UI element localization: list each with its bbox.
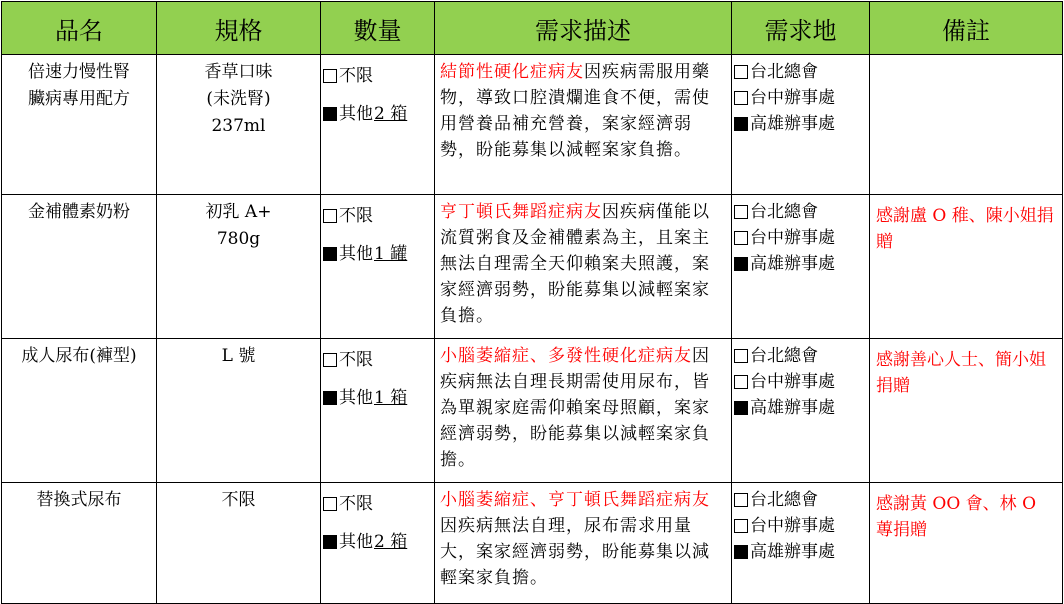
checkbox-unchecked-icon[interactable] <box>734 65 748 79</box>
checkbox-unchecked-icon[interactable] <box>323 353 337 367</box>
location-option[interactable] <box>734 539 869 565</box>
description-text: 因疾病需服用藥物，導致口腔潰爛進食不便，需使用營養品補充營養，案家經濟弱勢，盼能募集以減輕案家負擔。 <box>440 62 710 160</box>
qty-other-label: 其他 <box>339 244 373 264</box>
header-spec: 規格 <box>157 2 321 55</box>
description-cell <box>435 195 732 339</box>
location-label: 台北總會 <box>750 202 818 222</box>
checkbox-unchecked-icon[interactable] <box>734 493 748 507</box>
description-cell <box>435 55 732 195</box>
patient-condition: 結節性硬化症病友 <box>440 62 584 82</box>
checkbox-unchecked-icon[interactable] <box>323 497 337 511</box>
spec-line: 初乳 A+ <box>205 202 272 222</box>
spec-line: 香草口味 <box>204 62 273 82</box>
quantity-cell <box>321 195 435 339</box>
item-name-line: 臟病專用配方 <box>28 89 130 109</box>
checkbox-unchecked-icon[interactable] <box>734 519 748 533</box>
item-name-line: 倍速力慢性腎 <box>28 62 130 82</box>
table-row <box>2 339 1063 483</box>
item-name-cell <box>2 483 157 604</box>
spec-cell <box>157 55 321 195</box>
quantity-cell <box>321 483 435 604</box>
item-name-line: 成人尿布(褲型) <box>21 346 137 366</box>
location-option[interactable] <box>734 199 869 225</box>
location-cell <box>732 55 870 195</box>
checkbox-checked-icon[interactable] <box>734 401 748 415</box>
header-qty: 數量 <box>321 2 435 55</box>
location-option[interactable] <box>734 369 869 395</box>
qty-unlimited-option[interactable] <box>323 491 434 529</box>
location-option[interactable] <box>734 343 869 369</box>
needs-table <box>1 1 1063 604</box>
description-text: 因疾病僅能以流質粥食及金補體素為主，且案主無法自理需全天仰賴案夫照護，案家經濟弱勢，盼能募集以減輕案家負擔。 <box>440 202 710 326</box>
header-name: 品名 <box>2 2 157 55</box>
patient-condition: 小腦萎縮症、多發性硬化症病友 <box>440 346 692 366</box>
location-label: 高雄辦事處 <box>750 114 835 134</box>
location-option[interactable] <box>734 59 869 85</box>
qty-other-label: 其他 <box>339 532 373 552</box>
location-label: 高雄辦事處 <box>750 398 835 418</box>
qty-other-option[interactable] <box>323 529 434 567</box>
header-note: 備註 <box>870 2 1063 55</box>
qty-other-option[interactable] <box>323 385 434 423</box>
spec-line: 237ml <box>211 116 266 136</box>
location-option[interactable] <box>734 487 869 513</box>
qty-unlimited-option[interactable] <box>323 203 434 241</box>
checkbox-checked-icon[interactable] <box>734 117 748 131</box>
spec-cell <box>157 195 321 339</box>
location-option[interactable] <box>734 513 869 539</box>
header-desc: 需求描述 <box>435 2 732 55</box>
checkbox-checked-icon[interactable] <box>323 247 337 261</box>
checkbox-unchecked-icon[interactable] <box>323 209 337 223</box>
location-label: 台中辦事處 <box>750 88 835 108</box>
table-row <box>2 55 1063 195</box>
item-name-cell <box>2 339 157 483</box>
qty-unlimited-label: 不限 <box>339 66 373 86</box>
checkbox-unchecked-icon[interactable] <box>323 69 337 83</box>
location-label: 台中辦事處 <box>750 372 835 392</box>
checkbox-unchecked-icon[interactable] <box>734 205 748 219</box>
item-name-line: 金補體素奶粉 <box>28 202 130 222</box>
location-cell <box>732 195 870 339</box>
spec-cell <box>157 483 321 604</box>
qty-other-label: 其他 <box>339 388 373 408</box>
description-cell <box>435 483 732 604</box>
location-cell <box>732 339 870 483</box>
qty-other-option[interactable] <box>323 101 434 139</box>
header-row <box>2 2 1063 55</box>
location-cell <box>732 483 870 604</box>
item-name-line: 替換式尿布 <box>36 490 122 510</box>
item-name-cell <box>2 55 157 195</box>
qty-unlimited-label: 不限 <box>339 350 373 370</box>
location-label: 高雄辦事處 <box>750 542 835 562</box>
spec-line: 不限 <box>221 490 256 510</box>
location-label: 台北總會 <box>750 346 818 366</box>
table-row <box>2 195 1063 339</box>
qty-unlimited-option[interactable] <box>323 63 434 101</box>
spec-line: (未洗腎) <box>206 89 271 109</box>
checkbox-unchecked-icon[interactable] <box>734 349 748 363</box>
location-option[interactable] <box>734 85 869 111</box>
spec-line: 780g <box>216 229 261 249</box>
checkbox-checked-icon[interactable] <box>323 107 337 121</box>
table-row <box>2 483 1063 604</box>
location-label: 台中辦事處 <box>750 516 835 536</box>
description-text: 因疾病無法自理，尿布需求用量大，案家經濟弱勢，盼能募集以減輕案家負擔。 <box>440 516 710 588</box>
qty-amount: 2 箱 <box>374 532 408 552</box>
note-cell <box>870 55 1063 195</box>
qty-unlimited-option[interactable] <box>323 347 434 385</box>
description-cell <box>435 339 732 483</box>
qty-amount: 2 箱 <box>374 104 408 124</box>
description-text: 因疾病無法自理長期需使用尿布，皆為單親家庭需仰賴案母照顧，案家經濟弱勢，盼能募集以減輕案家負擔。 <box>440 346 710 470</box>
note-cell: 感謝善心人士、簡小姐捐贈 <box>870 339 1063 483</box>
checkbox-checked-icon[interactable] <box>323 391 337 405</box>
patient-condition: 小腦萎縮症、亨丁頓氏舞蹈症病友 <box>440 490 710 510</box>
location-option[interactable] <box>734 395 869 421</box>
spec-cell <box>157 339 321 483</box>
quantity-cell <box>321 55 435 195</box>
qty-unlimited-label: 不限 <box>339 494 373 514</box>
qty-other-label: 其他 <box>339 104 373 124</box>
qty-amount: 1 箱 <box>374 388 408 408</box>
location-option[interactable] <box>734 111 869 137</box>
header-location: 需求地 <box>732 2 870 55</box>
location-label: 高雄辦事處 <box>750 254 835 274</box>
note-cell: 感謝黃 OO 會、林 O 蓴捐贈 <box>870 483 1063 604</box>
checkbox-unchecked-icon[interactable] <box>734 91 748 105</box>
location-label: 台北總會 <box>750 62 818 82</box>
checkbox-unchecked-icon[interactable] <box>734 375 748 389</box>
location-option[interactable] <box>734 251 869 277</box>
checkbox-unchecked-icon[interactable] <box>734 231 748 245</box>
note-cell: 感謝盧 O 稚、陳小姐捐贈 <box>870 195 1063 339</box>
checkbox-checked-icon[interactable] <box>734 257 748 271</box>
location-option[interactable] <box>734 225 869 251</box>
checkbox-checked-icon[interactable] <box>734 545 748 559</box>
location-label: 台北總會 <box>750 490 818 510</box>
patient-condition: 亨丁頓氏舞蹈症病友 <box>440 202 602 222</box>
checkbox-checked-icon[interactable] <box>323 535 337 549</box>
qty-unlimited-label: 不限 <box>339 206 373 226</box>
quantity-cell <box>321 339 435 483</box>
location-label: 台中辦事處 <box>750 228 835 248</box>
qty-other-option[interactable] <box>323 241 434 279</box>
item-name-cell <box>2 195 157 339</box>
spec-line: L 號 <box>221 346 256 366</box>
qty-amount: 1 罐 <box>374 244 408 264</box>
